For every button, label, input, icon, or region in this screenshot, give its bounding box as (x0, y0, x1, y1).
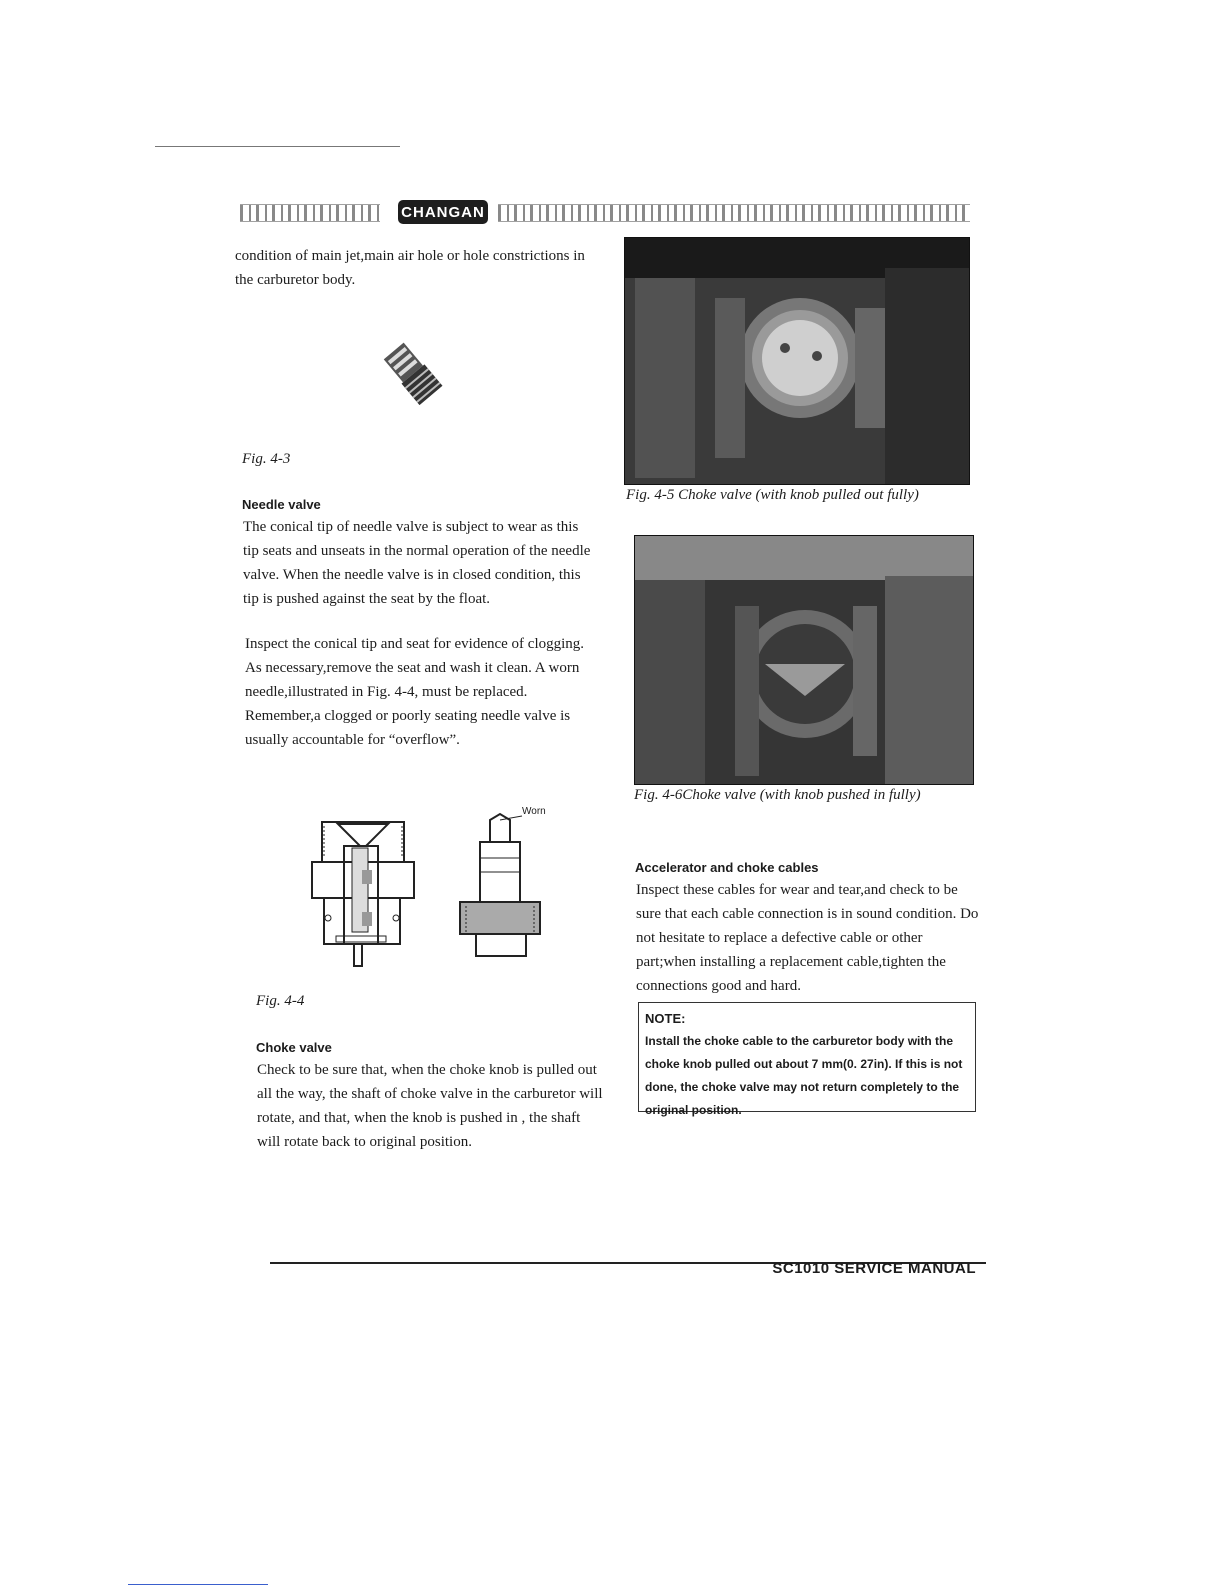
main-jet-illustration (378, 338, 448, 410)
needle-valve-seat-diagram (310, 818, 420, 970)
footer-manual-title: SC1010 SERVICE MANUAL (772, 1260, 976, 1277)
header-ornament-right (498, 204, 970, 222)
worn-label: Worn (522, 806, 546, 817)
choke-valve-paragraph: Check to be sure that, when the choke knob is pulled out all the way, the shaft of choke valve in the carburetor will rotate, and that, when the knob is pushed in , the shaft will rotate back to original position. (257, 1062, 603, 1150)
note-text: Install the choke cable to the carburetor body with the choke knob pulled out about 7 mm(0. 27in). If this is not done, the choke valve may not return completely to the original position. (645, 1034, 963, 1117)
fig-4-6-photo (634, 535, 974, 785)
needle-valve-paragraph-1: The conical tip of needle valve is subject to wear as this tip seats and unseats in the normal operation of the needle valve. When the needle valve is in closed condition, this tip is pushed against the seat by the float. (243, 519, 591, 607)
intro-paragraph: condition of main jet,main air hole or hole constrictions in the carburetor body. (235, 248, 585, 288)
note-box (638, 1002, 976, 1117)
header-ornament-left (240, 204, 380, 222)
fig-4-4-caption: Fig. 4-4 (256, 993, 305, 1009)
worn-needle-diagram (452, 812, 544, 960)
top-rule (155, 146, 400, 147)
cables-heading: Accelerator and choke cables (635, 860, 819, 875)
choke-valve-heading: Choke valve (256, 1040, 332, 1055)
fig-4-5-photo (624, 237, 970, 485)
fig-4-3-caption: Fig. 4-3 (242, 451, 291, 467)
note-title: NOTE: (645, 1011, 686, 1026)
cables-paragraph: Inspect these cables for wear and tear,and check to be sure that each cable connection is in sound condition. Do not hesitate to replace a defective cable or other part;when installing a replacement cable,tighten the connections good and hard. (636, 882, 979, 994)
needle-valve-paragraph-2: Inspect the conical tip and seat for evidence of clogging. As necessary,remove the seat and wash it clean. A worn needle,illustrated in Fig. 4-4, must be replaced. Remember,a clogged or poorly seating needle valve is usually accountable for “overflow”. (245, 636, 585, 748)
brand-logo: CHANGAN (398, 200, 488, 224)
needle-valve-heading: Needle valve (242, 497, 321, 512)
fig-4-5-caption: Fig. 4-5 Choke valve (with knob pulled out fully) (626, 487, 919, 503)
fig-4-6-caption: Fig. 4-6Choke valve (with knob pushed in fully) (634, 787, 921, 803)
